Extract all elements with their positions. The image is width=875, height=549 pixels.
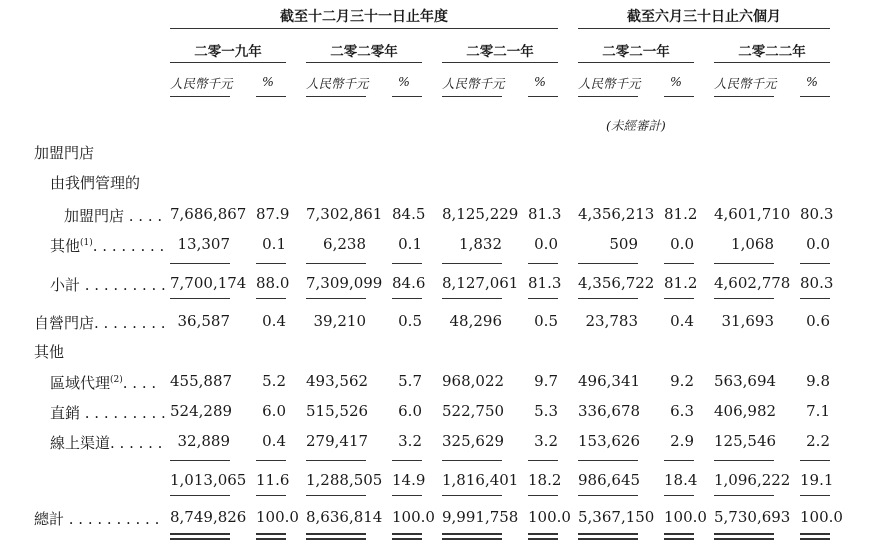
- cell-direct-sales-2022-h1-amount: 406,982: [714, 402, 777, 420]
- rule-above-other-subtotal: [392, 460, 422, 461]
- rule-above-subtotal: [170, 263, 230, 264]
- rule-below-other-subtotal: [392, 495, 422, 496]
- cell-total-2020-amount: 8,636,814: [306, 508, 383, 526]
- cell-other-2019-amount: 13,307: [177, 235, 230, 253]
- header-group-annual-rule: [170, 28, 558, 29]
- cell-regional-agents-2022-h1-pct: 9.8: [806, 372, 830, 390]
- cell-other-subtotal-2022-h1-pct: 19.1: [800, 471, 834, 489]
- cell-online-channels-2022-h1-amount: 125,546: [714, 432, 777, 450]
- row-label-total: 總計 . . . . . . . . . .: [34, 510, 160, 528]
- cell-other-subtotal-2021-amount: 1,816,401: [442, 471, 519, 489]
- rule-below-subtotal: [392, 298, 422, 299]
- year-header-2019: 二零一九年: [194, 44, 262, 60]
- cell-direct-sales-2019-amount: 524,289: [170, 402, 233, 420]
- rule-above-subtotal: [664, 263, 694, 264]
- year-rule-2019: [170, 62, 286, 63]
- cell-subtotal-2021-amount: 8,127,061: [442, 274, 519, 292]
- cell-franchise-stores-2021-h1-amount: 4,356,213: [578, 205, 655, 223]
- rule-below-subtotal: [528, 298, 558, 299]
- unit-rule: [528, 96, 558, 97]
- cell-online-channels-2019-pct: 0.4: [262, 432, 286, 450]
- cell-other-2022-h1-pct: 0.0: [806, 235, 830, 253]
- cell-other-subtotal-2020-pct: 14.9: [392, 471, 426, 489]
- cell-regional-agents-2019-amount: 455,887: [170, 372, 233, 390]
- cell-self-operated-2020-pct: 0.5: [398, 312, 422, 330]
- rule-above-subtotal: [800, 263, 830, 264]
- cell-other-subtotal-2022-h1-amount: 1,096,222: [714, 471, 791, 489]
- year-rule-2021: [442, 62, 558, 63]
- cell-total-2019-amount: 8,749,826: [170, 508, 247, 526]
- cell-direct-sales-2021-amount: 522,750: [442, 402, 505, 420]
- cell-regional-agents-2021-h1-pct: 9.2: [670, 372, 694, 390]
- rule-below-subtotal: [714, 298, 774, 299]
- cell-online-channels-2021-amount: 325,629: [442, 432, 505, 450]
- cell-total-2021-amount: 9,991,758: [442, 508, 519, 526]
- row-label-online-channels: 線上渠道. . . . . .: [50, 434, 163, 452]
- unit-rule: [664, 96, 694, 97]
- cell-online-channels-2019-amount: 32,889: [177, 432, 230, 450]
- cell-direct-sales-2020-pct: 6.0: [398, 402, 422, 420]
- cell-self-operated-2021-h1-amount: 23,783: [585, 312, 638, 330]
- unit-pct-2020: %: [398, 74, 410, 89]
- cell-subtotal-2021-h1-amount: 4,356,722: [578, 274, 655, 292]
- cell-online-channels-2021-pct: 3.2: [534, 432, 558, 450]
- cell-self-operated-2020-amount: 39,210: [313, 312, 366, 330]
- row-label-other-dots: . . . . . . . .: [92, 237, 165, 255]
- cell-self-operated-2021-pct: 0.5: [534, 312, 558, 330]
- rule-below-other-subtotal: [306, 495, 366, 496]
- row-label-regional-agents-dots: . . . .: [122, 374, 157, 392]
- cell-subtotal-2021-h1-pct: 81.2: [664, 274, 698, 292]
- rule-below-subtotal: [578, 298, 638, 299]
- rule-below-subtotal: [306, 298, 366, 299]
- cell-subtotal-2022-h1-amount: 4,602,778: [714, 274, 791, 292]
- unit-rmb-2021-h1: 人民幣千元: [578, 76, 641, 91]
- year-rule-2022-h1: [714, 62, 830, 63]
- cell-direct-sales-2019-pct: 6.0: [262, 402, 286, 420]
- section-franchise: 加盟門店: [34, 144, 95, 162]
- rule-below-subtotal: [170, 298, 230, 299]
- cell-other-subtotal-2020-amount: 1,288,505: [306, 471, 383, 489]
- cell-total-2021-h1-amount: 5,367,150: [578, 508, 655, 526]
- rule-below-other-subtotal: [800, 495, 830, 496]
- rule-above-other-subtotal: [578, 460, 638, 461]
- unit-pct-2019: %: [262, 74, 274, 89]
- unaudited-note: (未經審計): [606, 118, 666, 133]
- footnote-2: (2): [110, 375, 123, 385]
- cell-other-subtotal-2021-h1-pct: 18.4: [664, 471, 698, 489]
- cell-total-2019-pct: 100.0: [256, 508, 299, 526]
- cell-other-subtotal-2019-amount: 1,013,065: [170, 471, 247, 489]
- cell-franchise-stores-2020-amount: 7,302,861: [306, 205, 383, 223]
- cell-regional-agents-2020-pct: 5.7: [398, 372, 422, 390]
- cell-regional-agents-2022-h1-amount: 563,694: [714, 372, 777, 390]
- rule-above-other-subtotal: [528, 460, 558, 461]
- rule-above-subtotal: [306, 263, 366, 264]
- unit-rmb-2020: 人民幣千元: [306, 76, 369, 91]
- row-label-franchise-stores: 加盟門店 . . . .: [64, 207, 163, 225]
- rule-above-other-subtotal: [170, 460, 230, 461]
- unit-rule: [306, 96, 366, 97]
- unit-rmb-2022-h1: 人民幣千元: [714, 76, 777, 91]
- rule-above-other-subtotal: [442, 460, 502, 461]
- year-header-2022-h1: 二零二二年: [738, 44, 806, 60]
- cell-subtotal-2022-h1-pct: 80.3: [800, 274, 834, 292]
- unit-rule: [578, 96, 638, 97]
- cell-total-2022-h1-pct: 100.0: [800, 508, 843, 526]
- footnote-1: (1): [80, 238, 93, 248]
- cell-direct-sales-2021-h1-pct: 6.3: [670, 402, 694, 420]
- year-header-2020: 二零二零年: [330, 44, 398, 60]
- rule-below-subtotal: [442, 298, 502, 299]
- cell-franchise-stores-2021-h1-pct: 81.2: [664, 205, 698, 223]
- double-rule-total: [528, 533, 558, 540]
- unit-rmb-2021: 人民幣千元: [442, 76, 505, 91]
- rule-below-other-subtotal: [170, 495, 230, 496]
- cell-online-channels-2020-amount: 279,417: [306, 432, 369, 450]
- rule-below-subtotal: [800, 298, 830, 299]
- double-rule-total: [800, 533, 830, 540]
- cell-online-channels-2020-pct: 3.2: [398, 432, 422, 450]
- unit-rule: [256, 96, 286, 97]
- section-managed-by-us: 由我們管理的: [50, 174, 141, 192]
- row-label-other: [50, 235, 164, 256]
- header-group-half-year: 截至六月三十日止六個月: [627, 9, 781, 25]
- year-rule-2021-h1: [578, 62, 694, 63]
- rule-below-other-subtotal: [714, 495, 774, 496]
- cell-other-subtotal-2021-pct: 18.2: [528, 471, 562, 489]
- cell-other-subtotal-2019-pct: 11.6: [256, 471, 290, 489]
- unit-rule: [392, 96, 422, 97]
- cell-regional-agents-2021-amount: 968,022: [442, 372, 505, 390]
- year-header-2021-h1: 二零二一年: [602, 44, 670, 60]
- rule-below-other-subtotal: [256, 495, 286, 496]
- rule-above-other-subtotal: [714, 460, 774, 461]
- cell-subtotal-2019-amount: 7,700,174: [170, 274, 247, 292]
- cell-total-2020-pct: 100.0: [392, 508, 435, 526]
- cell-other-2020-amount: 6,238: [323, 235, 366, 253]
- cell-subtotal-2019-pct: 88.0: [256, 274, 290, 292]
- cell-subtotal-2020-pct: 84.6: [392, 274, 426, 292]
- cell-subtotal-2021-pct: 81.3: [528, 274, 562, 292]
- cell-self-operated-2022-h1-pct: 0.6: [806, 312, 830, 330]
- section-other: 其他: [34, 343, 65, 361]
- header-group-annual: 截至十二月三十一日止年度: [280, 9, 448, 25]
- row-label-direct-sales: 直銷 . . . . . . . . .: [50, 404, 166, 422]
- rule-above-subtotal: [442, 263, 502, 264]
- cell-direct-sales-2021-pct: 5.3: [534, 402, 558, 420]
- rule-below-subtotal: [664, 298, 694, 299]
- rule-above-other-subtotal: [664, 460, 694, 461]
- year-rule-2020: [306, 62, 422, 63]
- rule-above-subtotal: [256, 263, 286, 264]
- cell-franchise-stores-2021-pct: 81.3: [528, 205, 562, 223]
- rule-above-other-subtotal: [800, 460, 830, 461]
- double-rule-total: [664, 533, 694, 540]
- cell-self-operated-2022-h1-amount: 31,693: [721, 312, 774, 330]
- row-label-regional-agents: [50, 372, 156, 393]
- cell-other-2021-h1-pct: 0.0: [670, 235, 694, 253]
- rule-above-other-subtotal: [306, 460, 366, 461]
- cell-direct-sales-2020-amount: 515,526: [306, 402, 369, 420]
- cell-franchise-stores-2022-h1-pct: 80.3: [800, 205, 834, 223]
- cell-other-2021-amount: 1,832: [459, 235, 502, 253]
- cell-other-2019-pct: 0.1: [262, 235, 286, 253]
- row-label-regional-agents-text: 區域代理: [50, 374, 111, 392]
- cell-other-subtotal-2021-h1-amount: 986,645: [578, 471, 641, 489]
- cell-online-channels-2022-h1-pct: 2.2: [806, 432, 830, 450]
- cell-subtotal-2020-amount: 7,309,099: [306, 274, 383, 292]
- rule-above-subtotal: [578, 263, 638, 264]
- header-group-half-year-rule: [578, 28, 830, 29]
- cell-other-2021-h1-amount: 509: [609, 235, 638, 253]
- cell-total-2021-pct: 100.0: [528, 508, 571, 526]
- double-rule-total: [578, 533, 638, 540]
- cell-total-2022-h1-amount: 5,730,693: [714, 508, 791, 526]
- cell-other-2021-pct: 0.0: [534, 235, 558, 253]
- cell-online-channels-2021-h1-pct: 2.9: [670, 432, 694, 450]
- cell-franchise-stores-2020-pct: 84.5: [392, 205, 426, 223]
- unit-pct-2021: %: [534, 74, 546, 89]
- cell-regional-agents-2019-pct: 5.2: [262, 372, 286, 390]
- cell-direct-sales-2022-h1-pct: 7.1: [806, 402, 830, 420]
- cell-other-2022-h1-amount: 1,068: [731, 235, 774, 253]
- double-rule-total: [392, 533, 422, 540]
- double-rule-total: [170, 533, 230, 540]
- cell-self-operated-2021-amount: 48,296: [449, 312, 502, 330]
- unit-rmb-2019: 人民幣千元: [170, 76, 233, 91]
- cell-regional-agents-2021-pct: 9.7: [534, 372, 558, 390]
- cell-self-operated-2019-amount: 36,587: [177, 312, 230, 330]
- cell-franchise-stores-2022-h1-amount: 4,601,710: [714, 205, 791, 223]
- unit-rule: [800, 96, 830, 97]
- cell-franchise-stores-2019-amount: 7,686,867: [170, 205, 247, 223]
- rule-below-other-subtotal: [664, 495, 694, 496]
- cell-online-channels-2021-h1-amount: 153,626: [578, 432, 641, 450]
- rule-below-other-subtotal: [528, 495, 558, 496]
- row-label-subtotal: 小計 . . . . . . . . .: [50, 276, 166, 294]
- rule-above-other-subtotal: [256, 460, 286, 461]
- cell-self-operated-2021-h1-pct: 0.4: [670, 312, 694, 330]
- cell-franchise-stores-2021-amount: 8,125,229: [442, 205, 519, 223]
- double-rule-total: [714, 533, 774, 540]
- row-label-other-text: 其他: [50, 237, 81, 255]
- unit-pct-2021-h1: %: [670, 74, 682, 89]
- rule-below-other-subtotal: [442, 495, 502, 496]
- cell-regional-agents-2021-h1-amount: 496,341: [578, 372, 641, 390]
- cell-regional-agents-2020-amount: 493,562: [306, 372, 369, 390]
- unit-rule: [170, 96, 230, 97]
- cell-direct-sales-2021-h1-amount: 336,678: [578, 402, 641, 420]
- double-rule-total: [442, 533, 502, 540]
- double-rule-total: [306, 533, 366, 540]
- unit-pct-2022-h1: %: [806, 74, 818, 89]
- rule-above-subtotal: [392, 263, 422, 264]
- year-header-2021: 二零二一年: [466, 44, 534, 60]
- rule-above-subtotal: [714, 263, 774, 264]
- rule-below-other-subtotal: [578, 495, 638, 496]
- unit-rule: [442, 96, 502, 97]
- rule-below-subtotal: [256, 298, 286, 299]
- cell-total-2021-h1-pct: 100.0: [664, 508, 707, 526]
- rule-above-subtotal: [528, 263, 558, 264]
- cell-self-operated-2019-pct: 0.4: [262, 312, 286, 330]
- cell-franchise-stores-2019-pct: 87.9: [256, 205, 290, 223]
- row-label-self-operated: 自營門店. . . . . . . .: [34, 314, 166, 332]
- cell-other-2020-pct: 0.1: [398, 235, 422, 253]
- unit-rule: [714, 96, 774, 97]
- double-rule-total: [256, 533, 286, 540]
